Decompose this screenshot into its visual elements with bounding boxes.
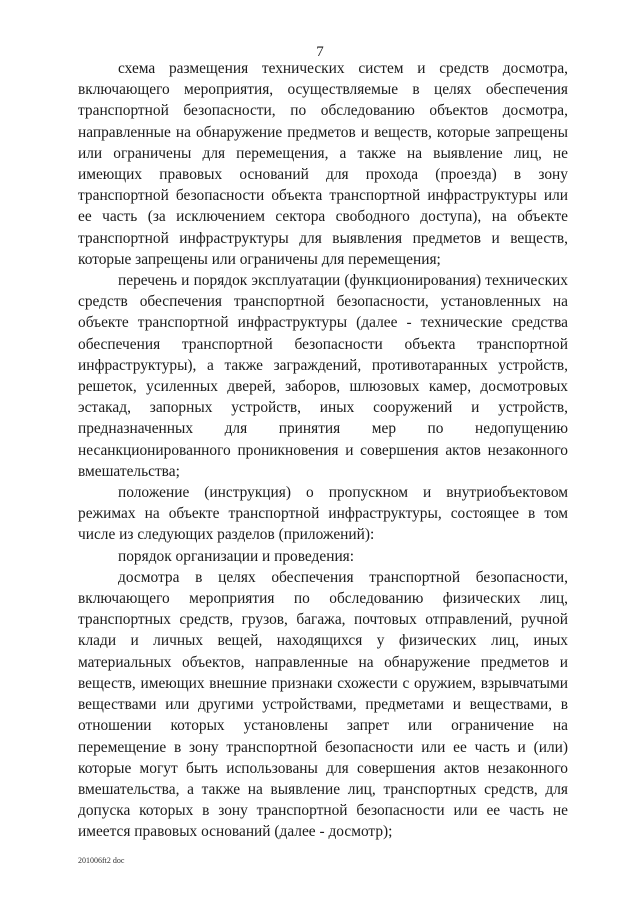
paragraph-technical-means-list: перечень и порядок эксплуатации (функционирования) технических средств обеспечения транспортной безопасности, установленных на объекте транспортной инфраструктуры (далее - технические средства обеспечения транспортной безопасности объекта транспортной инфраструктуры), а также заграждений, противотаранных устройств, решеток, усиленных дверей, заборов, шлюзовых камер, досмотровых эстакад, запорных устройств, иных сооружений и устройств, предназначенных для принятия мер по недопущению несанкционированного проникновения и совершения актов незаконного вмешательства; [78,272,568,480]
paragraph-access-regime-regulation: положение (инструкция) о пропускном и внутриобъектовом режимах на объекте транспортной инфраструктуры, состоящее в том числе из следующих разделов (приложений): [78,484,568,544]
paragraph-inspection-definition: досмотра в целях обеспечения транспортной безопасности, включающего мероприятия по обследованию физических лиц, транспортных средств, грузов, багажа, почтовых отправлений, ручной клади и личных вещей, находящихся у физических лиц, иных материальных объектов, направленные на обнаружение предметов и веществ, имеющих внешние признаки схожести с оружием, взрывчатыми веществами или другими устройствами, предметами и веществами, в отношении которых установлены запрет или ограничение на перемещение в зону транспортной безопасности или ее часть и (или) которые могут быть использованы для совершения актов незаконного вмешательства, а также на выявление лиц, транспортных средств, для допуска которых в зону транспортной безопасности или ее часть не имеется правовых оснований (далее - досмотр); [78,568,568,841]
footer-file-code: 201006ft2 doc [78,856,125,865]
document-body [78,58,568,843]
page-number: 7 [316,44,324,60]
paragraph-organization-procedure: порядок организации и проведения: [118,547,355,565]
paragraph-inspection-scheme: схема размещения технических систем и средств досмотра, включающего мероприятия, осуществляемые в целях обеспечения транспортной безопасности, по обследованию объектов досмотра, направленные на обнаружение предметов и веществ, которые запрещены или ограничены для перемещения, а также на выявление лиц, не имеющих правовых оснований для прохода (проезда) в зону транспортной безопасности объекта транспортной инфраструктуры или ее часть (за исключением сектора свободного доступа), на объекте транспортной инфраструктуры для выявления предметов и веществ, которые запрещены или ограничены для перемещения; [78,60,568,268]
